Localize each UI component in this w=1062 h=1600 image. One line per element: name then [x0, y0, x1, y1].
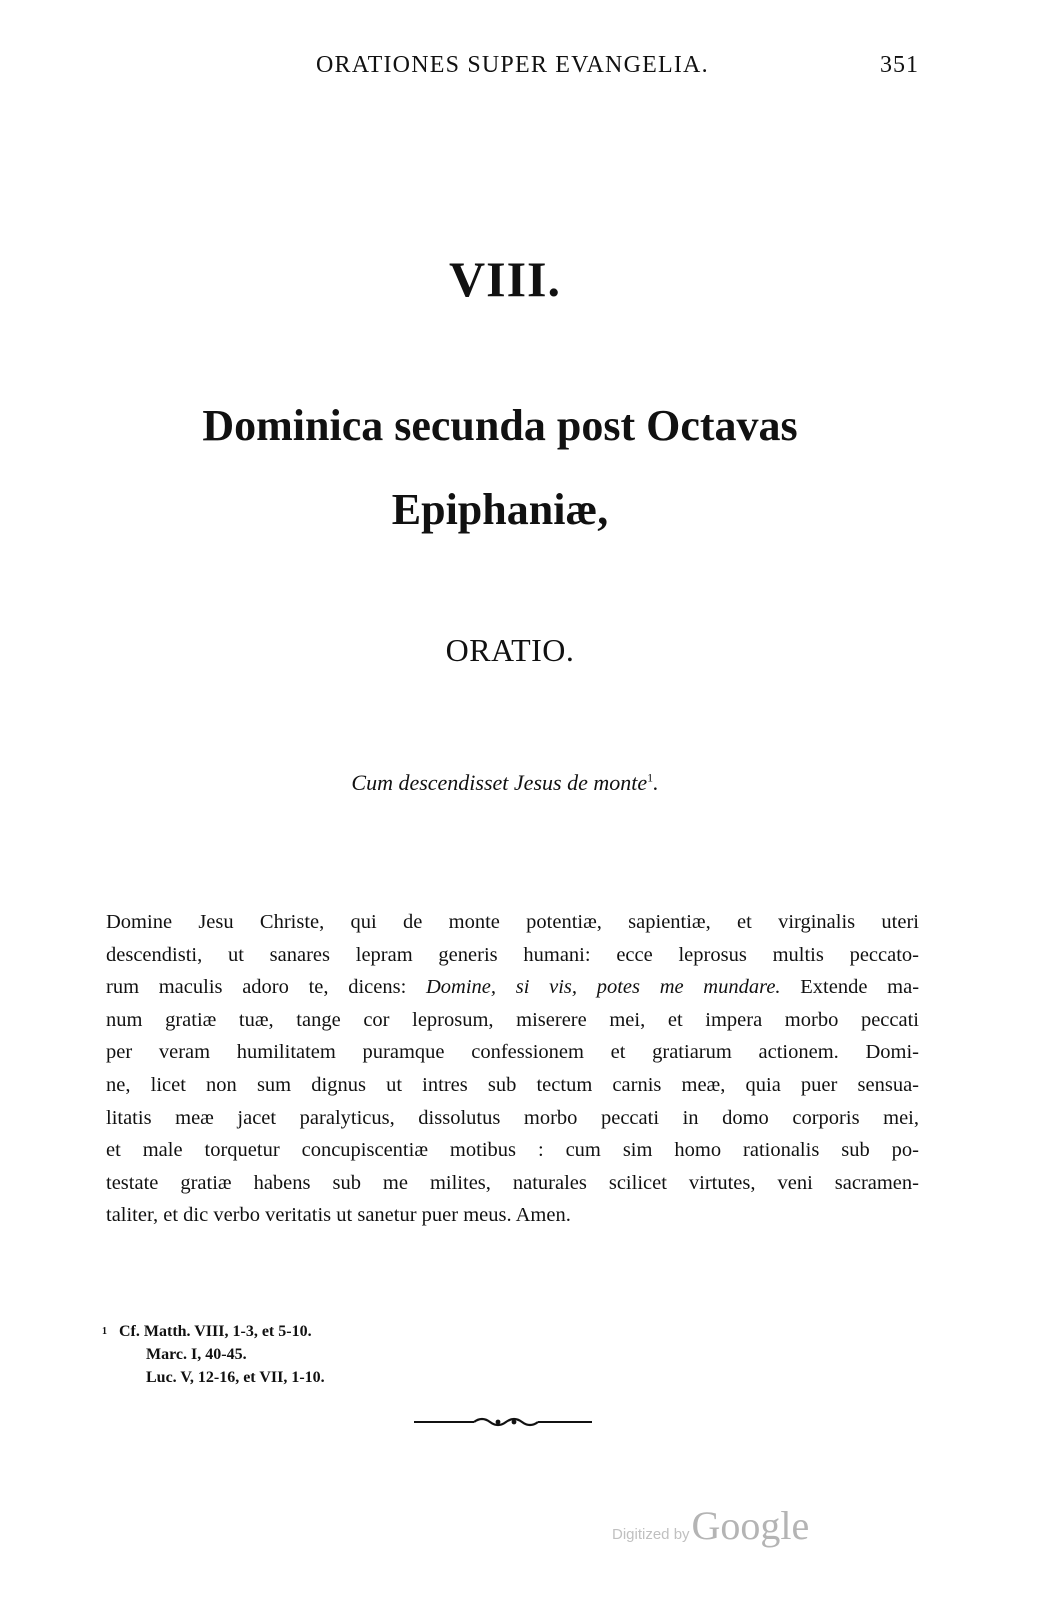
chapter-title-line-1: Dominica secunda post Octavas — [202, 401, 798, 450]
prayer-line: taliter, et dic verbo veritatis ut sanetur puer meus. Amen. — [106, 1204, 571, 1227]
page-number: 351 — [880, 52, 919, 78]
gospel-incipit — [0, 770, 1010, 796]
digitized-watermark — [612, 1502, 809, 1549]
prayer-line: descendisti, ut sanares lepram generis humani: ecce leprosus multis peccato- — [106, 943, 919, 966]
prayer-line: num gratiæ tuæ, tange cor leprosum, miserere mei, et impera morbo peccati — [106, 1008, 919, 1031]
footnote-reference: 1 — [647, 770, 654, 785]
watermark-prefix: Digitized by — [612, 1526, 690, 1543]
prayer-line-start: rum maculis adoro te, dicens: — [106, 976, 407, 999]
footnote-entry — [102, 1320, 325, 1343]
prayer-line: testate gratiæ habens sub me milites, naturales scilicet virtutes, veni sacramen- — [106, 1171, 919, 1194]
ornament-divider — [414, 1414, 592, 1430]
footnote-entry: Marc. I, 40-45. — [146, 1346, 247, 1363]
section-label: ORATIO. — [445, 632, 575, 668]
incipit-trail: . — [653, 770, 659, 795]
footnotes — [102, 1320, 325, 1389]
prayer-quotation: Domine, si vis, potes me mundare. — [426, 976, 781, 999]
footnote-mark: 1 — [102, 1326, 107, 1337]
running-title: ORATIONES SUPER EVANGELIA. — [316, 52, 709, 78]
prayer-line — [106, 971, 919, 1004]
prayer-line-end: Extende ma- — [800, 976, 920, 999]
prayer-line: et male torquetur concupiscentiæ motibus : cum sim homo rationalis sub po- — [106, 1139, 919, 1162]
prayer-line: Domine Jesu Christe, qui de monte potentiæ, sapientiæ, et virginalis uteri — [106, 911, 919, 933]
footnote-text: Cf. Matth. VIII, 1-3, et 5-10. — [119, 1323, 312, 1340]
google-logo: Google — [691, 1503, 810, 1548]
incipit-text: Cum descendisset Jesus de monte — [351, 770, 648, 795]
chapter-title-line-2: Epiphaniæ, — [391, 485, 609, 534]
prayer-text — [106, 906, 919, 1232]
prayer-line: litatis meæ jacet paralyticus, dissolutus morbo peccati in domo corporis mei, — [106, 1106, 919, 1129]
footnote-entry: Luc. V, 12-16, et VII, 1-10. — [146, 1369, 325, 1386]
prayer-line: ne, licet non sum dignus ut intres sub tectum carnis meæ, quia puer sensua- — [106, 1073, 919, 1096]
prayer-line: per veram humilitatem puramque confessionem et gratiarum actionem. Domi- — [106, 1041, 919, 1064]
chapter-number: VIII. — [449, 251, 561, 307]
